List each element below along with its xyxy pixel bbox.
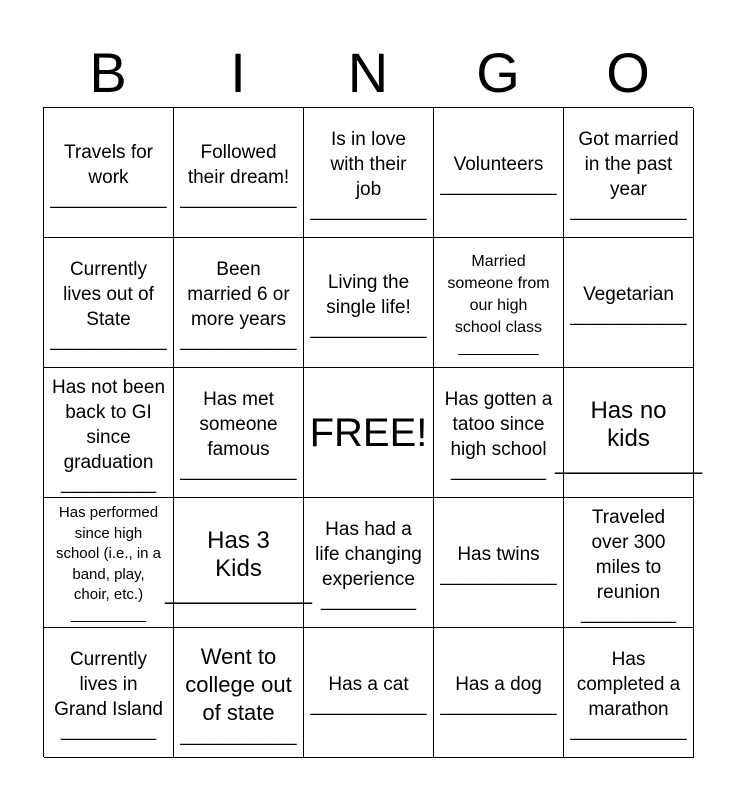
bingo-cell-no-kids[interactable] <box>555 368 702 498</box>
cell-text: Married someone from our high school class <box>447 252 550 336</box>
free-space-text: FREE! <box>309 410 428 455</box>
cell-text: Been married 6 or more years <box>187 259 290 330</box>
cell-signature-line: _________ <box>60 472 157 494</box>
header-letter-i: I <box>230 41 246 104</box>
bingo-cell-married-6-years[interactable] <box>174 238 304 368</box>
cell-text: Living the single life! <box>326 271 411 318</box>
bingo-cell-love-with-job[interactable] <box>304 108 434 238</box>
cell-text: Has 3 Kids <box>207 526 270 582</box>
cell-text: Currently lives out of State <box>63 259 154 330</box>
header-letter-b: B <box>89 41 127 104</box>
cell-signature-line: ___________ <box>180 460 297 481</box>
bingo-cell-married-past-year[interactable] <box>564 108 694 238</box>
cell-signature-line: ___________ <box>570 720 687 741</box>
cell-signature-line: ___________ <box>180 330 297 351</box>
cell-signature-line: _________ <box>320 590 417 611</box>
cell-text: Is in love with their job <box>330 129 407 200</box>
bingo-cell-not-back-to-gi[interactable] <box>44 368 174 498</box>
cell-signature-line: ___________ <box>165 577 312 605</box>
bingo-cell-life-changing[interactable] <box>304 498 434 628</box>
cell-signature-line: _________ <box>60 720 157 741</box>
cell-text: Has met someone famous <box>199 389 278 460</box>
cell-signature-line: _________ <box>450 460 547 481</box>
bingo-cell-3-kids[interactable] <box>165 498 312 628</box>
cell-signature-line: ___________ <box>310 317 427 339</box>
cell-text: Has a dog <box>455 674 542 695</box>
cell-text: Has twins <box>457 544 540 565</box>
cell-signature-line: ___________ <box>310 695 427 716</box>
cell-text: Has a cat <box>328 674 409 695</box>
bingo-cell-followed-their-dream[interactable] <box>174 108 304 238</box>
cell-text: Volunteers <box>453 154 544 175</box>
cell-text: Went to college out of state <box>185 643 292 725</box>
bingo-cell-travels-for-work[interactable] <box>44 108 174 238</box>
bingo-cell-has-a-cat[interactable] <box>304 628 434 758</box>
cell-signature-line: ___________ <box>570 305 687 326</box>
bingo-cell-free[interactable] <box>304 368 434 498</box>
cell-signature-line: ___________ <box>180 187 297 209</box>
cell-signature-line: ___________ <box>180 724 297 746</box>
bingo-cell-met-someone-famous[interactable] <box>174 368 304 498</box>
cell-text: Vegetarian <box>583 284 674 305</box>
cell-text: Has had a life changing experience <box>315 519 422 590</box>
cell-text: Got married in the past year <box>578 129 679 200</box>
cell-text: Has no kids <box>590 396 667 452</box>
header-letter-n: N <box>347 41 389 104</box>
bingo-cell-married-classmate[interactable] <box>434 238 564 368</box>
bingo-cell-performed[interactable] <box>44 498 174 628</box>
cell-text: Travels for work <box>63 141 154 188</box>
bingo-cell-vegetarian[interactable] <box>564 238 694 368</box>
bingo-cell-tattoo[interactable] <box>434 368 564 498</box>
bingo-cell-traveled-300-miles[interactable] <box>564 498 694 628</box>
bingo-grid <box>43 107 702 757</box>
cell-text: Has not been back to GI since graduation <box>51 376 166 473</box>
bingo-cell-volunteers[interactable] <box>434 108 564 238</box>
cell-signature-line: ___________ <box>310 200 427 221</box>
bingo-cell-lives-out-of-state[interactable] <box>44 238 174 368</box>
bingo-cell-twins[interactable] <box>434 498 564 628</box>
cell-signature-line: ___________ <box>440 695 557 716</box>
cell-text: Has performed since high school (i.e., in a band, play, choir, etc.) <box>55 504 162 604</box>
cell-signature-line: ___________ <box>440 565 557 586</box>
header-letter-g: G <box>476 41 520 104</box>
bingo-header <box>43 40 693 106</box>
cell-text: Traveled over 300 miles to reunion <box>591 506 666 603</box>
cell-signature-line: _________ <box>580 602 677 624</box>
cell-signature-line: _________ <box>70 605 147 623</box>
bingo-cell-lives-grand-island[interactable] <box>44 628 174 758</box>
cell-signature-line: ___________ <box>50 187 167 209</box>
cell-signature-line: ___________ <box>555 447 702 475</box>
cell-signature-line: ___________ <box>440 175 557 196</box>
cell-signature-line: ___________ <box>570 200 687 221</box>
cell-text: Followed their dream! <box>187 141 290 188</box>
cell-text: Has completed a marathon <box>576 649 681 720</box>
header-letter-o: O <box>606 41 650 104</box>
cell-signature-line: _________ <box>458 338 539 356</box>
cell-text: Currently lives in Grand Island <box>54 649 163 720</box>
cell-signature-line: ___________ <box>50 330 167 351</box>
cell-text: Has gotten a tatoo since high school <box>444 389 553 460</box>
bingo-cell-single-life[interactable] <box>304 238 434 368</box>
bingo-cell-college-out-of-state[interactable] <box>174 628 304 758</box>
bingo-cell-marathon[interactable] <box>564 628 694 758</box>
bingo-cell-has-a-dog[interactable] <box>434 628 564 758</box>
